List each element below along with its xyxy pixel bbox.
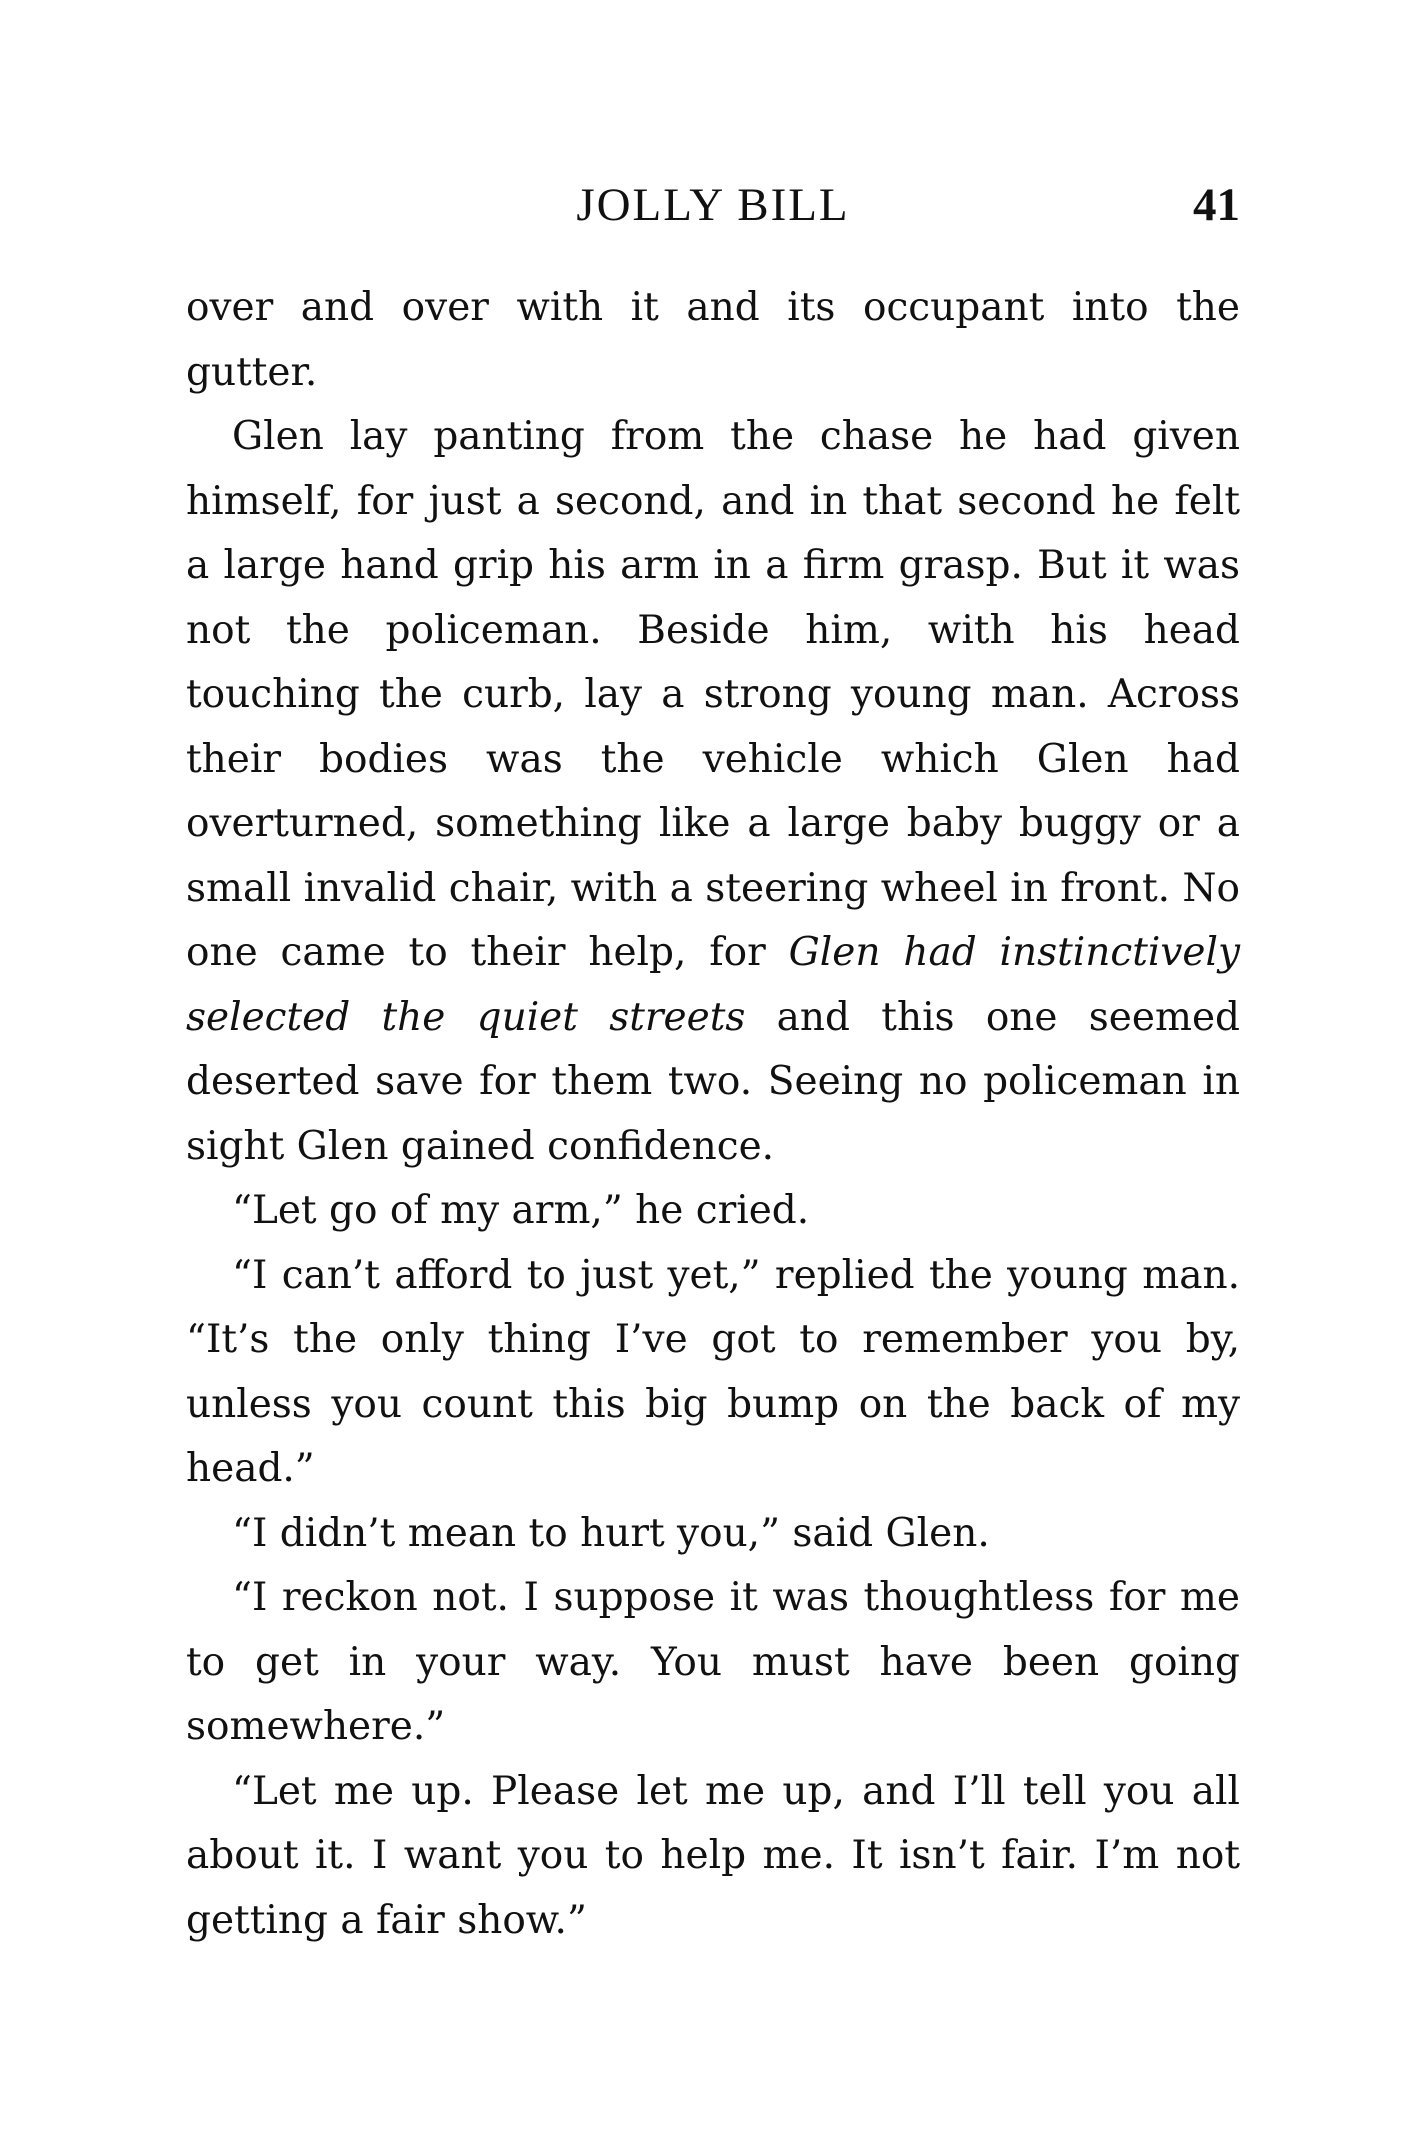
paragraph-text: and this one seemed deserted save for them two. Seeing no policeman in sight Glen gained confidence.: [186, 994, 1240, 1169]
paragraph-text: Glen lay panting from the chase he had given himself, for just a second, and in that second he felt a large hand grip his arm in a firm grasp. But it was not the policeman. Beside him, with his head touching the curb, lay a strong young man. Across their bodies was the vehicle which Glen had overturned, something like a large baby buggy or a small invalid chair, with a steering wheel in front. No one came to their help, for: [186, 414, 1241, 975]
running-title: JOLLY BILL: [576, 179, 850, 231]
paragraph-dialogue: “I reckon not. I suppose it was thoughtless for me to get in your way. You must have been going somewhere.”: [186, 1575, 1240, 1749]
paragraph-dialogue: “Let go of my arm,” he cried.: [232, 1188, 810, 1233]
running-header: [186, 178, 1240, 248]
paragraph-glen-lay-panting: [186, 405, 1240, 1179]
body-text: [186, 276, 1240, 1953]
paragraph-dialogue: “I can’t afford to just yet,” replied the young man. “It’s the only thing I’ve got to remember you by, unless you count this big bump on the back of my head.”: [186, 1252, 1240, 1491]
paragraph-dialogue: “Let me up. Please let me up, and I’ll tell you all about it. I want you to help me. It isn’t fair. I’m not getting a fair show.”: [186, 1768, 1240, 1943]
page-number: 41: [1193, 179, 1240, 231]
paragraph-dialogue: “I didn’t mean to hurt you,” said Glen.: [232, 1510, 990, 1556]
italic-phrase: Glen had instinctively selected the quiet streets: [186, 930, 1240, 1040]
paragraph-continuation: over and over with it and its occupant into the gutter.: [186, 285, 1240, 395]
